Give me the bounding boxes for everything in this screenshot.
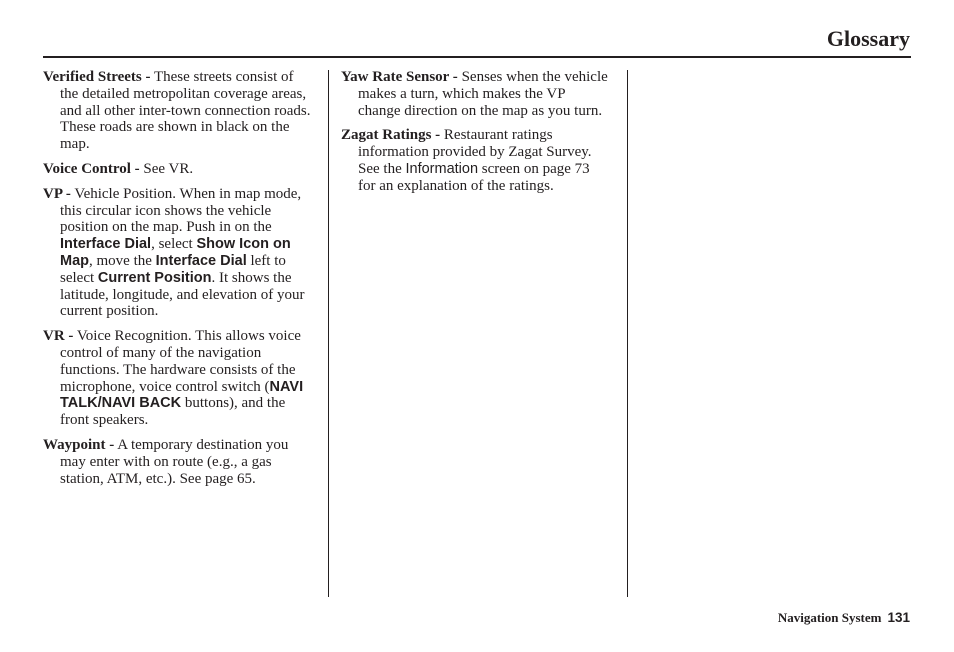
- ui-label-information: Information: [405, 160, 479, 177]
- entry-definition: See VR.: [139, 160, 194, 177]
- entry-term: Voice Control -: [43, 160, 140, 177]
- ui-label-navi-back: NAVI BACK: [101, 395, 182, 412]
- entry-definition: These streets consist of the detailed metropolitan coverage areas, and all other inter-town connection roads. These roads are shown in black on the map.: [60, 69, 311, 153]
- entry-definition: buttons), and the front speakers.: [60, 395, 286, 429]
- entry-definition: , move the: [89, 252, 156, 269]
- ui-label-navi-talk: NAVI TALK: [60, 378, 304, 412]
- entry-term: Zagat Ratings -: [341, 127, 441, 144]
- entry-definition: , select: [151, 236, 197, 253]
- page-title: Glossary: [826, 26, 910, 51]
- entry-definition: Vehicle Position. When in map mode, this circular icon shows the vehicle position on the map. Push in on the: [60, 185, 302, 236]
- column-middle: [341, 69, 609, 203]
- glossary-entry-waypoint: [43, 437, 315, 487]
- entry-definition: A temporary destination you may enter with on route (e.g., a gas station, ATM, etc.). See page 65.: [60, 436, 289, 487]
- column-divider: [627, 70, 628, 597]
- ui-label-slash: /: [97, 395, 102, 412]
- header-rule: [43, 56, 911, 58]
- footer-section-title: Navigation System: [777, 610, 882, 625]
- entry-term: VR -: [43, 328, 74, 345]
- glossary-entry-vp: [43, 186, 315, 320]
- entry-term: Yaw Rate Sensor -: [341, 69, 458, 85]
- glossary-entry-yaw-rate-sensor: [341, 69, 609, 119]
- entry-term: VP -: [43, 185, 71, 202]
- glossary-entry-zagat-ratings: [341, 127, 609, 194]
- page-footer: [778, 610, 910, 626]
- entry-term: Waypoint -: [43, 436, 115, 453]
- page-number: 131: [887, 610, 910, 625]
- ui-label-current-position: Current Position: [97, 269, 212, 286]
- glossary-entry-vr: [43, 328, 315, 429]
- ui-label-show-icon-on-map: Show Icon on Map: [60, 236, 291, 269]
- column-left: [43, 69, 315, 495]
- glossary-entry-voice-control: [43, 161, 315, 178]
- entry-definition: Restaurant ratings information provided by Zagat Survey. See the: [358, 127, 592, 177]
- glossary-entry-verified-streets: [43, 69, 315, 153]
- ui-label-interface-dial: Interface Dial: [155, 252, 247, 269]
- ui-label-interface-dial: Interface Dial: [60, 236, 152, 253]
- entry-definition: left to select: [60, 252, 286, 286]
- entry-definition: . It shows the latitude, longitude, and elevation of your current position.: [60, 269, 305, 320]
- entry-definition: screen on page 73 for an explanation of the ratings.: [358, 160, 590, 194]
- entry-term: Verified Streets -: [43, 69, 151, 85]
- entry-definition: Voice Recognition. This allows voice control of many of the navigation functions. The hardware consists of the microphone, voice control switch (: [60, 328, 301, 395]
- column-divider: [328, 70, 329, 597]
- entry-definition: Senses when the vehicle makes a turn, which makes the VP change direction on the map as you turn.: [358, 69, 608, 119]
